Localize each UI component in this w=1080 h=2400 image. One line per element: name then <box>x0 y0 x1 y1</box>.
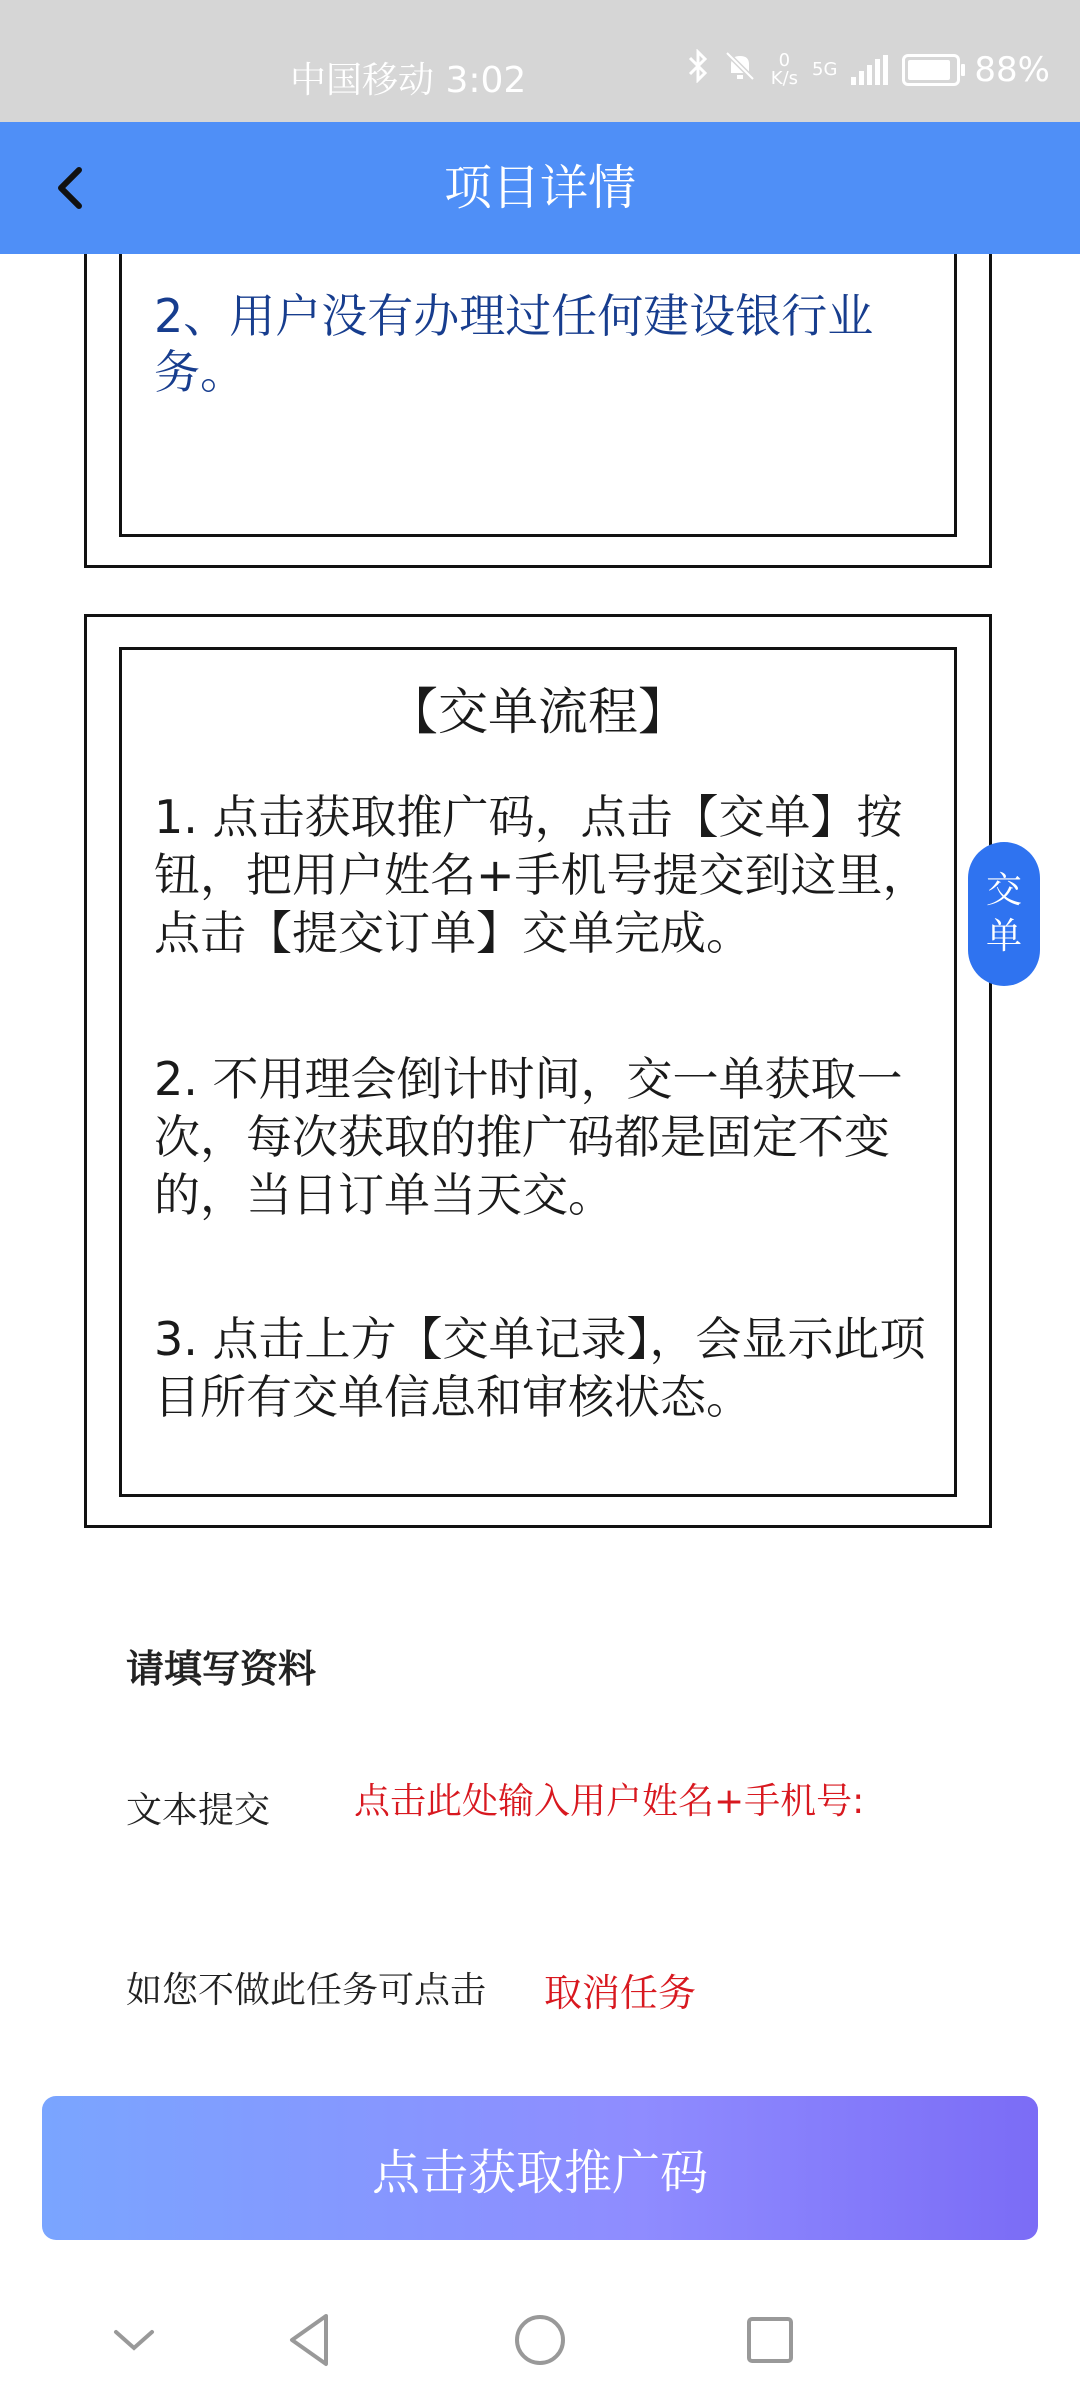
flow-step-3: 3. 点击上方【交单记录】，会显示此项目所有交单信息和审核状态。 <box>154 1312 926 1424</box>
flow-box <box>84 614 992 1528</box>
name-phone-input[interactable] <box>352 1764 956 1838</box>
home-circle-icon <box>512 2312 568 2368</box>
flow-step-1: 1. 点击获取推广码，点击【交单】按钮，把用户姓名+手机号提交到这里，点击【提交订单】交单完成。 <box>154 790 929 960</box>
back-triangle-icon <box>286 2312 334 2368</box>
battery-icon <box>902 54 960 86</box>
page-title: 项目详情 <box>443 160 636 216</box>
chevron-down-icon <box>112 2326 156 2354</box>
cancel-task-link[interactable]: 取消任务 <box>544 1971 697 2015</box>
float-button-line-1: 交 <box>985 870 1022 911</box>
requirements-item-2: 2、用户没有办理过任何建设银行业务。 <box>154 289 874 399</box>
recents-square-icon <box>744 2314 796 2366</box>
app-header <box>0 122 1080 254</box>
get-promo-code-button[interactable]: 点击获取推广码 <box>42 2096 1038 2240</box>
cancel-prompt: 如您不做此任务可点击 <box>126 1970 487 2011</box>
carrier-time: 中国移动 3:02 <box>290 60 527 101</box>
nav-home-button[interactable] <box>510 2310 570 2370</box>
text-submit-label: 文本提交 <box>126 1790 271 1831</box>
nav-hide-button[interactable] <box>104 2310 164 2370</box>
flow-title: 【交单流程】 <box>388 683 688 741</box>
net-speed: 0 K/s <box>770 50 799 89</box>
flow-inner <box>119 647 957 1497</box>
status-icons <box>687 50 1050 90</box>
system-nav-bar <box>0 2280 1080 2400</box>
flow-step-2: 2. 不用理会倒计时间，交一单获取一次，每次获取的推广码都是固定不变的，当日订单当天交。 <box>154 1052 903 1222</box>
network-type: 5G <box>812 59 838 80</box>
requirements-inner <box>119 254 957 537</box>
status-bar <box>0 0 1080 122</box>
nav-back-button[interactable] <box>280 2310 340 2370</box>
bell-muted-icon <box>723 49 757 92</box>
signal-icon <box>851 55 888 85</box>
bluetooth-icon <box>687 49 709 92</box>
form-title: 请填写资料 <box>126 1647 317 1691</box>
float-button-line-2: 单 <box>985 916 1022 957</box>
battery-percent: 88% <box>974 50 1050 90</box>
requirements-box <box>84 254 992 568</box>
nav-recents-button[interactable] <box>740 2310 800 2370</box>
submit-order-float-button[interactable] <box>968 842 1040 986</box>
